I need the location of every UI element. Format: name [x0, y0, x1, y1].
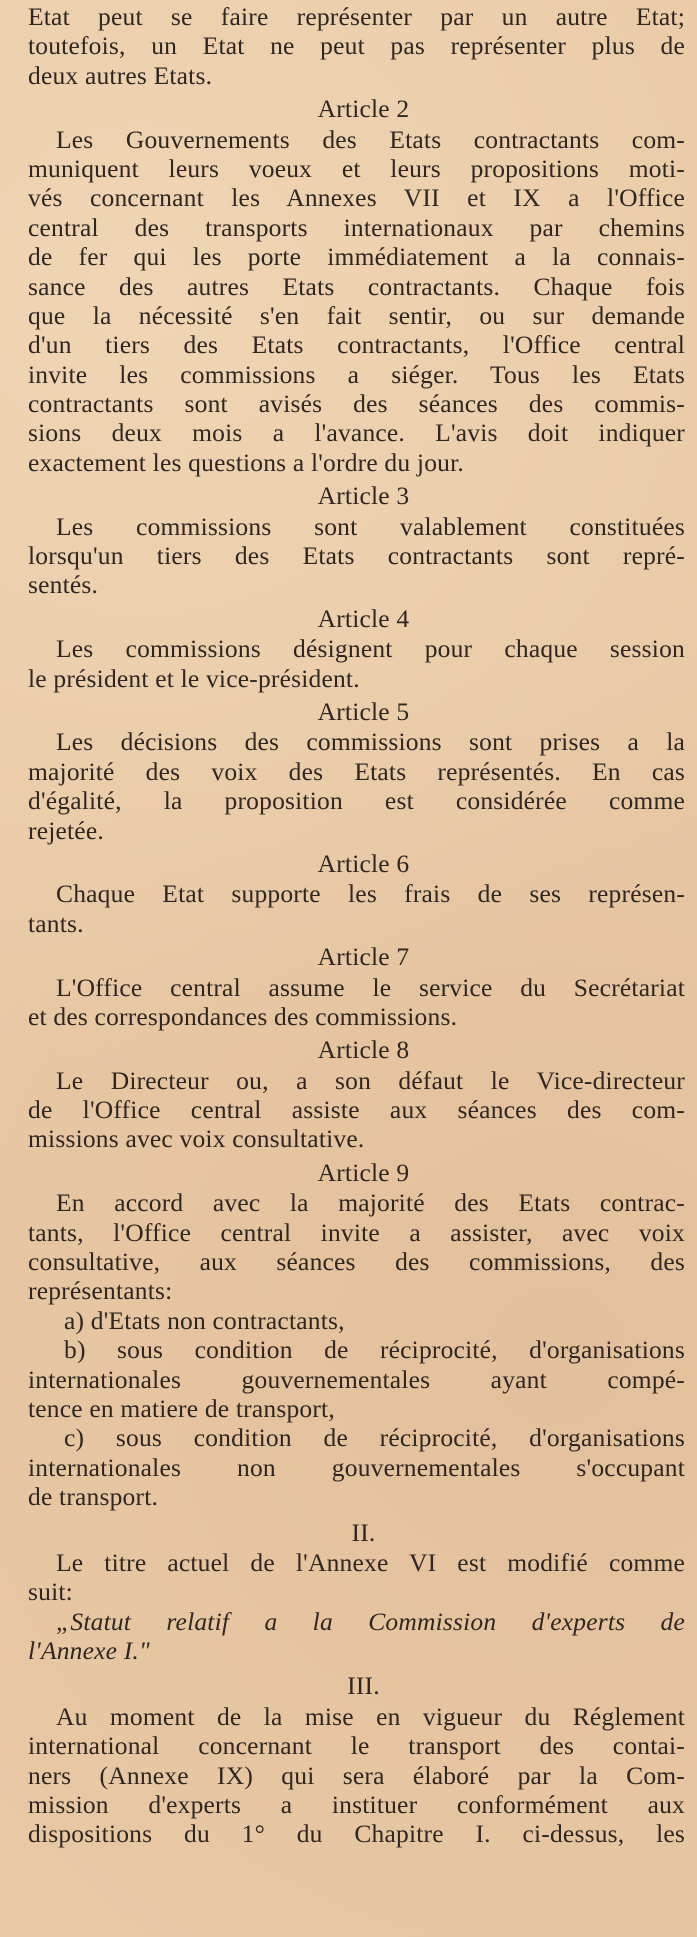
article-heading: Article 4: [317, 603, 410, 633]
text-line: Le titre actuel de l'Annexe VI est modifié comme: [56, 1547, 685, 1577]
text-line: que la nécessité s'en fait sentir, ou sur demande: [28, 300, 685, 330]
text-line: deux autres Etats.: [28, 60, 213, 90]
article-8: [28, 1035, 685, 1154]
text-line: d'un tiers des Etats contractants, l'Office central: [28, 330, 685, 360]
intro-paragraph: [28, 2, 685, 90]
text-line: sions deux mois a l'avance. L'avis doit indiquer: [28, 418, 685, 448]
text-line: Chaque Etat supporte les frais de ses représen-: [56, 879, 685, 909]
section-ii: [28, 1518, 685, 1666]
article-9: [28, 1158, 685, 1512]
text-line: international concernant le transport des contai-: [28, 1731, 685, 1761]
text-line: rejetée.: [28, 815, 104, 845]
article-heading: Article 3: [317, 481, 410, 511]
text-line: consultative, aux séances des commissions, des: [28, 1247, 685, 1277]
article-heading: Article 6: [317, 848, 410, 878]
text-line: suit:: [28, 1577, 73, 1607]
text-line: dispositions du 1° du Chapitre I. ci-dessus, les: [28, 1819, 685, 1849]
section-heading: II.: [351, 1517, 376, 1547]
list-item: a) d'Etats non contractants,: [64, 1305, 345, 1335]
text-line: invite les commissions a siéger. Tous les Etats: [28, 359, 685, 389]
text-line: missions avec voix consultative.: [28, 1124, 365, 1154]
article-heading: Article 2: [317, 94, 410, 124]
text-line: En accord avec la majorité des Etats contrac-: [56, 1188, 685, 1218]
article-heading: Article 9: [317, 1157, 410, 1187]
article-heading: Article 8: [317, 1035, 410, 1065]
article-4: [28, 604, 685, 693]
text-line: Etat peut se faire représenter par un autre Etat;: [28, 2, 685, 31]
text-line: sentés.: [28, 570, 99, 600]
article-heading: Article 5: [317, 696, 410, 726]
text-line: d'égalité, la proposition est considérée comme: [28, 786, 685, 816]
text-line: Les commissions désignent pour chaque session: [56, 634, 685, 664]
text-line: L'Office central assume le service du Secrétariat: [56, 972, 685, 1002]
list-item: b) sous condition de réciprocité, d'organisations: [64, 1335, 685, 1365]
list-item: c) sous condition de réciprocité, d'organisations: [64, 1423, 685, 1453]
article-7: [28, 942, 685, 1031]
text-line: ners (Annexe IX) qui sera élaboré par la Com-: [28, 1760, 685, 1790]
text-line: représentants:: [28, 1276, 173, 1306]
article-2: [28, 94, 685, 477]
text-line: tence en matiere de transport,: [28, 1393, 335, 1423]
text-line: et des correspondances des commissions.: [28, 1001, 458, 1031]
article-heading: Article 7: [317, 942, 410, 972]
text-line: vés concernant les Annexes VII et IX a l'Office: [28, 183, 685, 213]
text-line: muniquent leurs voeux et leurs propositions moti-: [28, 153, 685, 183]
text-line: Les Gouvernements des Etats contractants com-: [56, 124, 685, 154]
text-line: mission d'experts a instituer conformément aux: [28, 1790, 685, 1820]
text-line: Au moment de la mise en vigueur du Réglement: [56, 1701, 685, 1731]
text-line: de transport.: [28, 1482, 159, 1512]
quoted-title: l'Annexe I.": [28, 1636, 150, 1666]
text-line: de l'Office central assiste aux séances des com-: [28, 1095, 685, 1125]
text-line: toutefois, un Etat ne peut pas représenter plus de: [28, 31, 685, 61]
text-line: Les décisions des commissions sont prises a la: [56, 727, 685, 757]
text-line: sance des autres Etats contractants. Chaque fois: [28, 271, 685, 301]
section-iii: [28, 1671, 685, 1848]
text-line: tants.: [28, 908, 84, 938]
article-6: [28, 849, 685, 938]
text-line: internationales gouvernementales ayant compé-: [28, 1364, 685, 1394]
text-line: contractants sont avisés des séances des commis-: [28, 389, 685, 419]
quoted-title: „Statut relatif a la Commission d'experts de: [56, 1606, 685, 1636]
article-3: [28, 481, 685, 600]
text-line: tants, l'Office central invite a assister, avec voix: [28, 1217, 685, 1247]
text-line: de fer qui les porte immédiatement a la connais-: [28, 242, 685, 272]
text-line: Le Directeur ou, a son défaut le Vice-directeur: [56, 1065, 685, 1095]
text-line: exactement les questions a l'ordre du jour.: [28, 447, 464, 477]
text-line: internationales non gouvernementales s'occupant: [28, 1452, 685, 1482]
article-5: [28, 697, 685, 845]
text-line: Les commissions sont valablement constituées: [56, 511, 685, 541]
text-line: central des transports internationaux par chemins: [28, 212, 685, 242]
text-line: lorsqu'un tiers des Etats contractants sont repré-: [28, 541, 685, 571]
text-line: le président et le vice-président.: [28, 663, 360, 693]
section-heading: III.: [347, 1671, 380, 1701]
text-line: majorité des voix des Etats représentés. En cas: [28, 756, 685, 786]
